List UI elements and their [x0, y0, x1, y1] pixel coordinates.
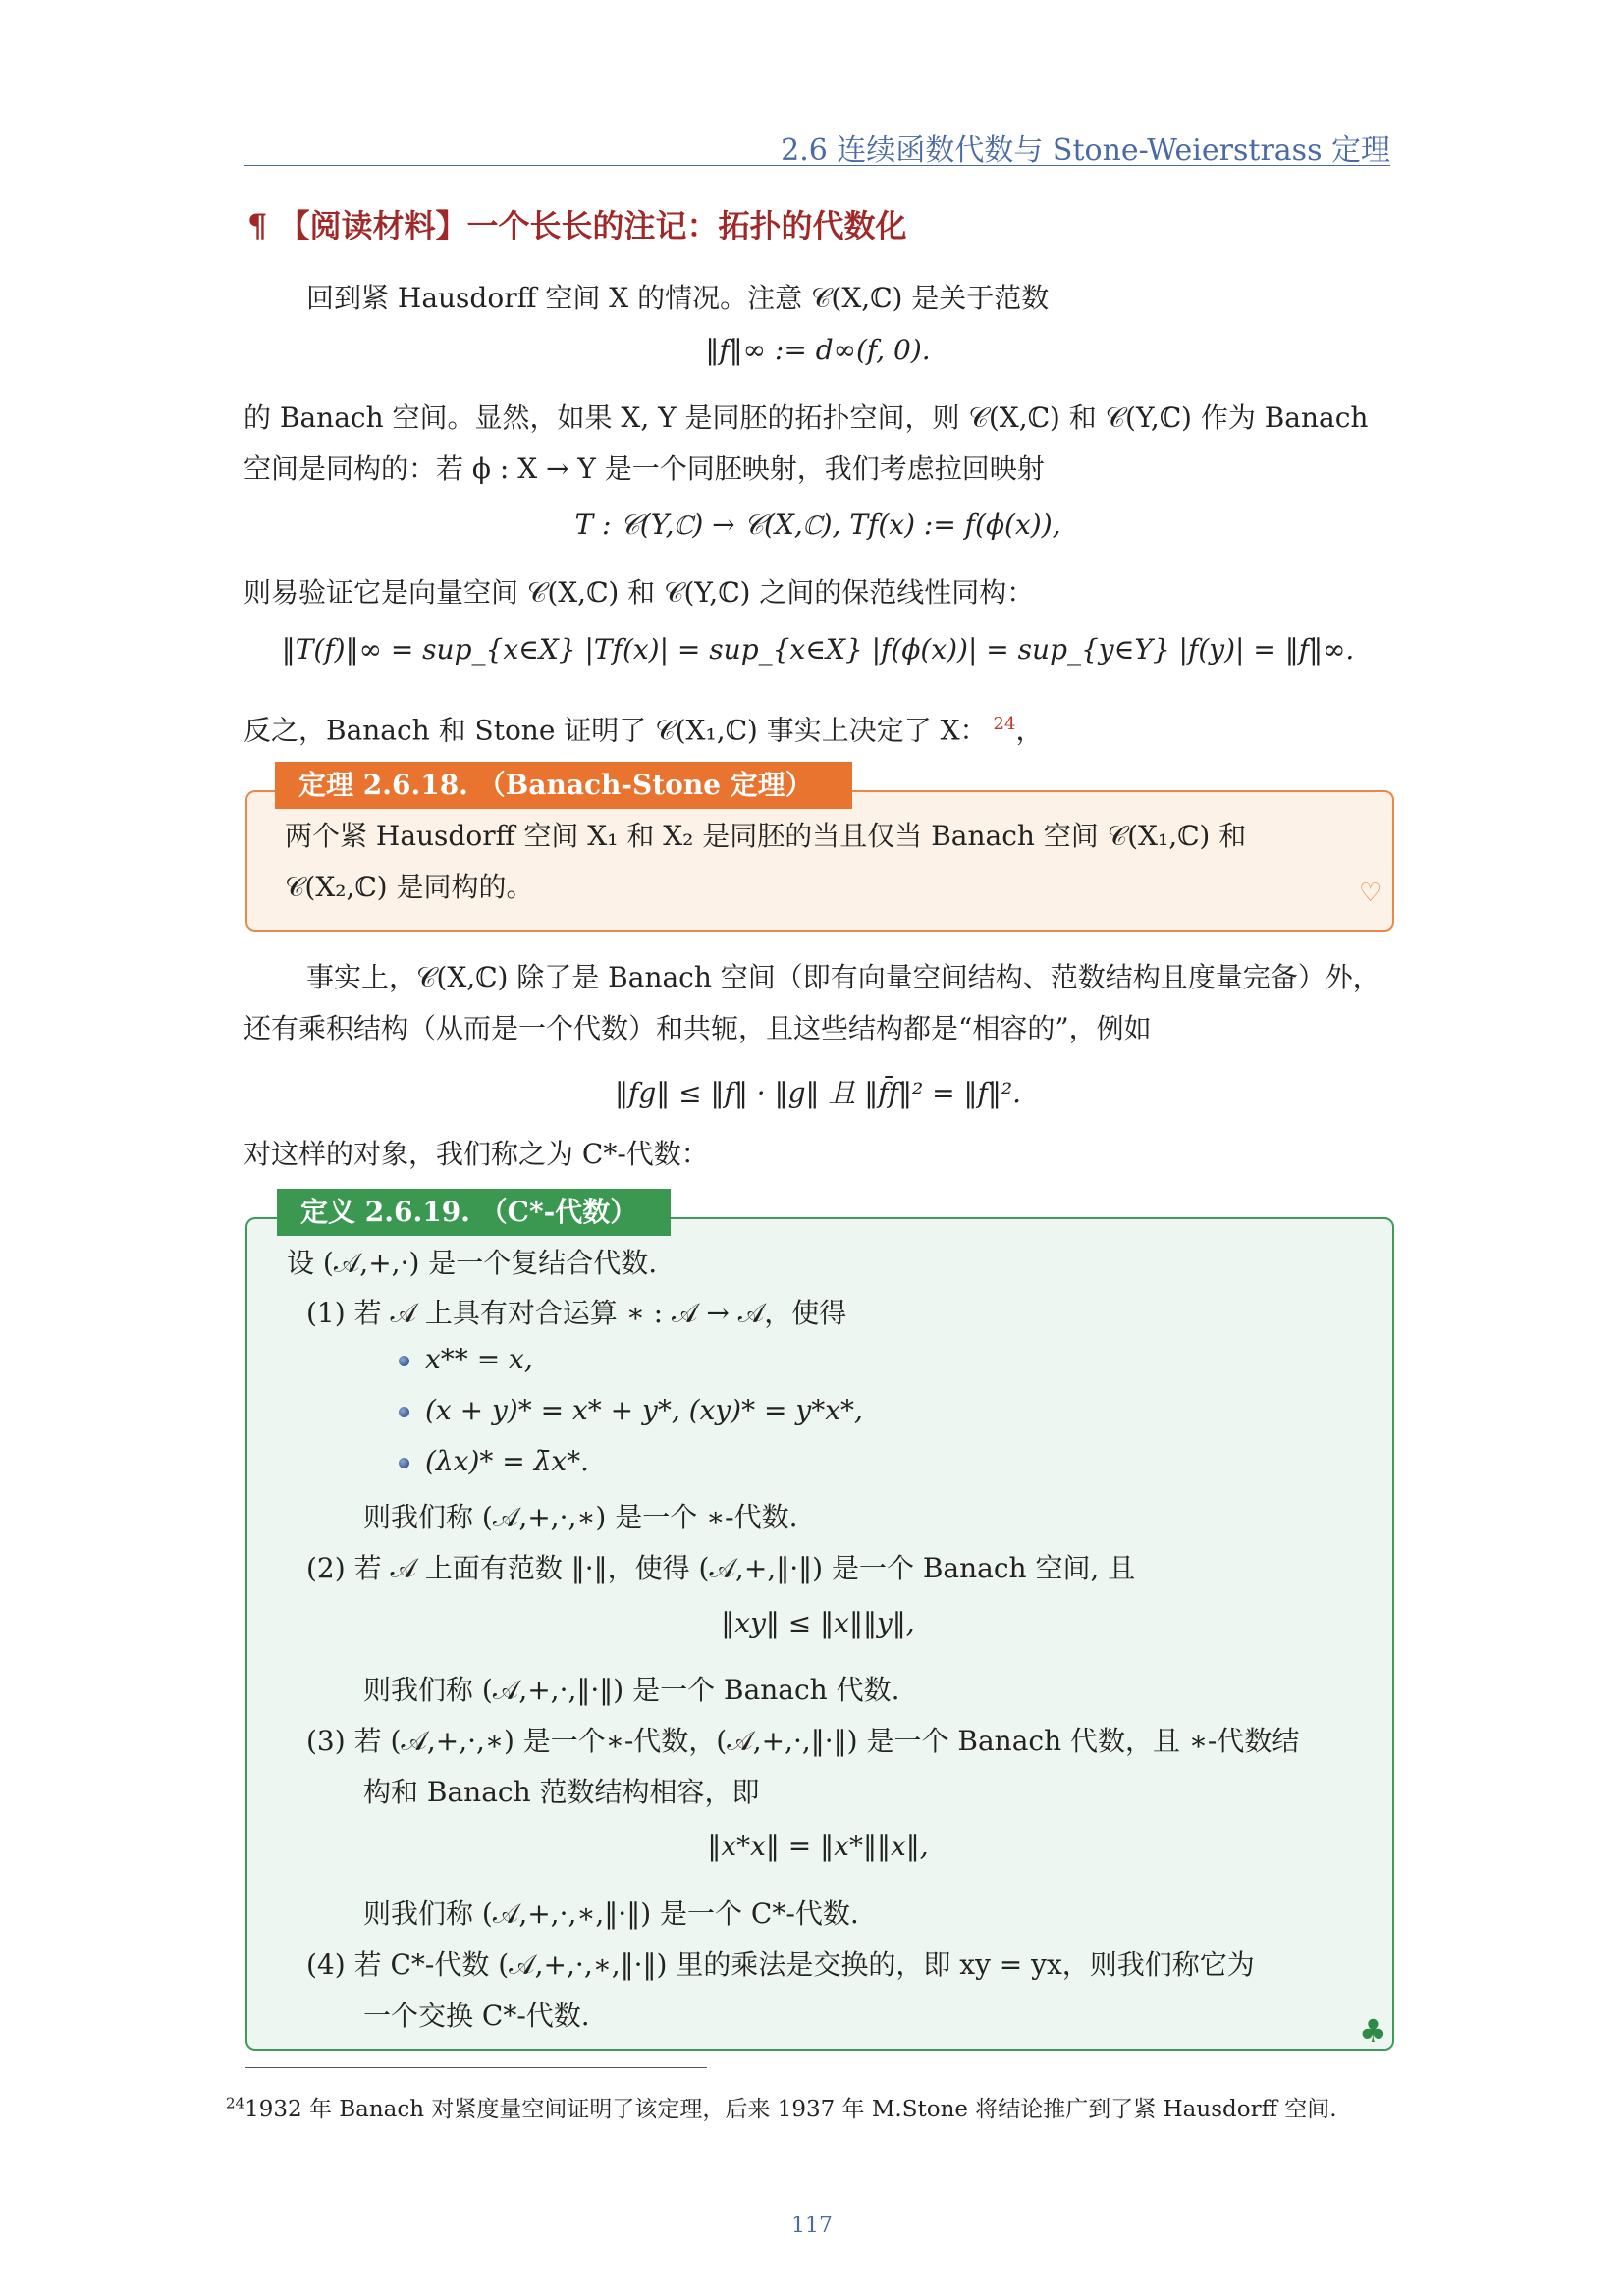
footnote-ref[interactable]: 24	[993, 714, 1016, 734]
footnote-rule	[245, 2067, 707, 2068]
paragraph-4	[244, 699, 1392, 756]
paragraph-5b: 还有乘积结构（从而是一个代数）和共轭，且这些结构都是“相容的”，例如	[244, 1012, 1152, 1044]
heart-icon: ♡	[1359, 879, 1382, 908]
equation-cstar-identity: ‖fg‖ ≤ ‖f‖ · ‖g‖ 且 ‖f̄f‖² = ‖f‖².	[614, 1077, 1022, 1109]
paragraph-3: 则易验证它是向量空间 𝒞(X,ℂ) 和 𝒞(Y,ℂ) 之间的保范线性同构：	[244, 576, 1035, 609]
bullet-icon	[399, 1356, 409, 1366]
footnote-text: 1932 年 Banach 对紧度量空间证明了该定理，后来 1937 年 M.Stone 将结论推广到了紧 Hausdorff 空间.	[244, 2097, 1337, 2122]
definition-intro: 设 (𝒜,+,·) 是一个复结合代数.	[287, 1247, 658, 1279]
paragraph-2b: 空间是同构的：若 ϕ : X → Y 是一个同胚映射，我们考虑拉回映射	[244, 453, 1045, 485]
definition-item-1: (1) 若 𝒜 上具有对合运算 ∗ : 𝒜 → 𝒜，使得	[306, 1297, 847, 1329]
bullet-icon	[399, 1407, 409, 1417]
section-heading: ¶ 【阅读材料】一个长长的注记：拓扑的代数化	[247, 207, 907, 244]
definition-item-3-equation: ‖x*x‖ = ‖x*‖‖x‖,	[707, 1830, 929, 1862]
equation-norm: ‖f‖∞ := d∞(f, 0).	[705, 334, 931, 366]
footnote-number: 24	[226, 2094, 245, 2112]
definition-item-3b: 构和 Banach 范数结构相容，即	[363, 1776, 760, 1808]
equation-pullback: T : 𝒞(Y,ℂ) → 𝒞(X,ℂ), Tf(x) := f(ϕ(x)),	[574, 508, 1061, 541]
club-icon: ♣	[1359, 2012, 1387, 2050]
definition-item-2-end: 则我们称 (𝒜,+,·,‖·‖) 是一个 Banach 代数.	[363, 1674, 900, 1706]
theorem-line-2: 𝒞(X₂,ℂ) 是同构的。	[285, 871, 534, 903]
paragraph-2a: 的 Banach 空间。显然，如果 X, Y 是同胚的拓扑空间，则 𝒞(X,ℂ) 和 𝒞(Y,ℂ) 作为 Banach	[244, 401, 1369, 434]
equation-isometry: ‖T(f)‖∞ = sup_{x∈X} |Tf(x)| = sup_{x∈X} |f(ϕ(x))| = sup_{y∈Y} |f(y)| = ‖f‖∞.	[281, 633, 1355, 666]
definition-label: 定义 2.6.19. （C*-代数）	[277, 1189, 671, 1236]
definition-item-3-end: 则我们称 (𝒜,+,·,∗,‖·‖) 是一个 C*-代数.	[363, 1897, 859, 1930]
definition-item-3a: (3) 若 (𝒜,+,·,∗) 是一个∗-代数，(𝒜,+,·,‖·‖) 是一个 Banach 代数，且 ∗-代数结	[306, 1725, 1300, 1757]
running-header: 2.6 连续函数代数与 Stone-Weierstrass 定理	[781, 133, 1390, 168]
definition-item-4a: (4) 若 C*-代数 (𝒜,+,·,∗,‖·‖) 里的乘法是交换的，即 xy = yx，则我们称它为	[306, 1949, 1255, 1981]
paragraph-6: 对这样的对象，我们称之为 C*-代数：	[244, 1138, 709, 1170]
definition-item-2-equation: ‖xy‖ ≤ ‖x‖‖y‖,	[721, 1607, 915, 1639]
definition-item-4b: 一个交换 C*-代数.	[363, 2000, 590, 2032]
bullet-1: x** = x,	[399, 1343, 533, 1375]
bullet-icon	[399, 1458, 409, 1468]
bullet-2: (x + y)* = x* + y*, (xy)* = y*x*,	[399, 1394, 863, 1426]
header-rule	[244, 165, 1390, 166]
paragraph-5a: 事实上，𝒞(X,ℂ) 除了是 Banach 空间（即有向量空间结构、范数结构且度量完备）外，	[306, 961, 1380, 993]
paragraph-4-end: ，	[1015, 714, 1044, 747]
theorem-body	[285, 811, 1365, 913]
paragraph-4-text: 反之，Banach 和 Stone 证明了 𝒞(X₁,ℂ) 事实上决定了 X：	[244, 714, 988, 747]
definition-item-2: (2) 若 𝒜 上面有范数 ‖·‖，使得 (𝒜,+,‖·‖) 是一个 Banach 空间, 且	[306, 1552, 1136, 1584]
page-number: 117	[791, 2214, 833, 2238]
theorem-line-1: 两个紧 Hausdorff 空间 X₁ 和 X₂ 是同胚的当且仅当 Banach 空间 𝒞(X₁,ℂ) 和	[285, 820, 1247, 852]
paragraph-1: 回到紧 Hausdorff 空间 X 的情况。注意 𝒞(X,ℂ) 是关于范数	[306, 282, 1050, 314]
bullet-3: (λx)* = λ̄x*.	[399, 1445, 589, 1477]
definition-item-1-end: 则我们称 (𝒜,+,·,∗) 是一个 ∗-代数.	[363, 1501, 798, 1533]
footnote	[226, 2091, 1337, 2123]
theorem-label: 定理 2.6.18. （Banach-Stone 定理）	[275, 762, 852, 809]
